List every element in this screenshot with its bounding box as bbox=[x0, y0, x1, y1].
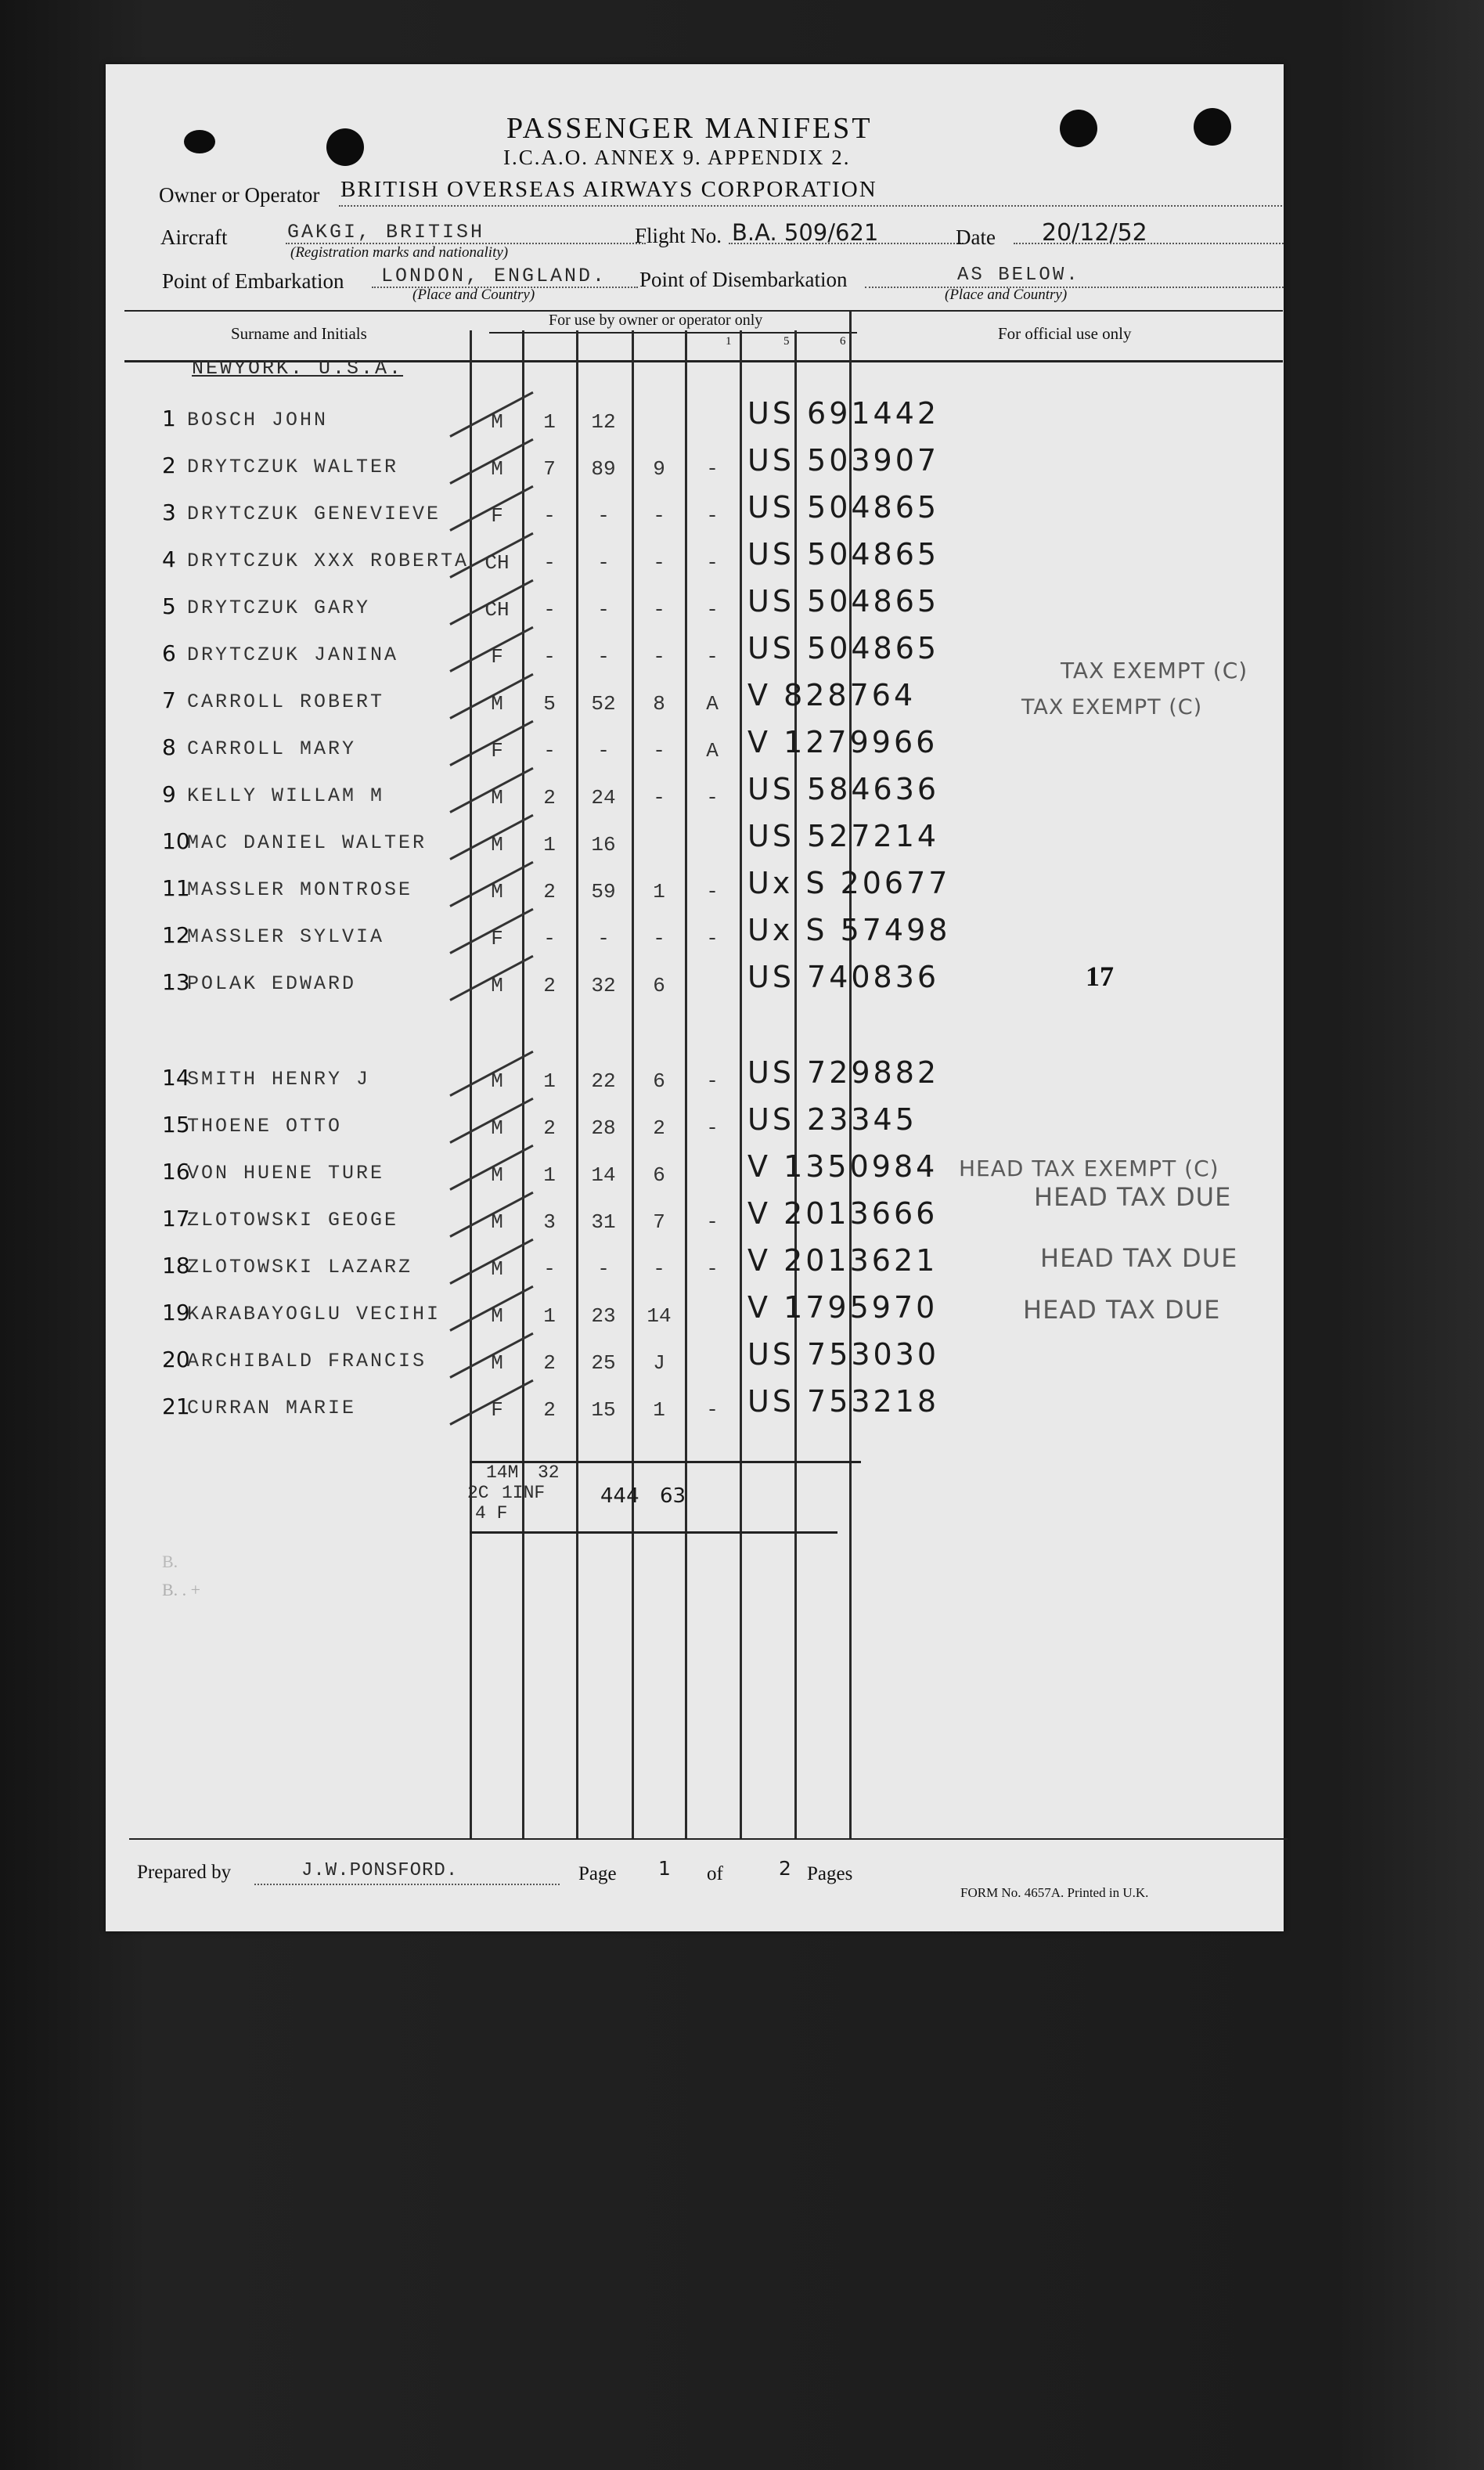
passport-number: V 2013666 bbox=[747, 1196, 938, 1231]
owner-value: BRITISH OVERSEAS AIRWAYS CORPORATION bbox=[340, 177, 877, 202]
row-number: 2 bbox=[162, 453, 176, 478]
table-row bbox=[106, 772, 1284, 816]
passenger-name: KARABAYOGLU VECIHI bbox=[187, 1303, 441, 1325]
cell-c2: 59 bbox=[591, 880, 616, 903]
cell-c1: 2 bbox=[543, 786, 556, 810]
embark-underline bbox=[372, 287, 638, 288]
passport-number: V 1795970 bbox=[747, 1290, 938, 1325]
cell-c1: 1 bbox=[543, 1163, 556, 1187]
cell-c3: 8 bbox=[653, 692, 665, 716]
cell-c3: - bbox=[653, 927, 665, 950]
table-row bbox=[106, 819, 1284, 863]
total-col3: 63 bbox=[660, 1484, 686, 1508]
row-number: 14 bbox=[162, 1065, 190, 1091]
aircraft-note: (Registration marks and nationality) bbox=[290, 244, 509, 261]
passenger-name: VON HUENE TURE bbox=[187, 1162, 385, 1185]
table-row bbox=[106, 1337, 1284, 1381]
cell-c1: 3 bbox=[543, 1210, 556, 1234]
cell-c1: 1 bbox=[543, 833, 556, 856]
table-row bbox=[106, 1102, 1284, 1146]
row-number: 15 bbox=[162, 1112, 190, 1138]
cell-c2: - bbox=[597, 645, 610, 669]
head-tax-due-stamp: HEAD TAX DUE bbox=[1034, 1182, 1232, 1212]
embark-label: Point of Embarkation bbox=[162, 269, 344, 293]
cell-c1: 5 bbox=[543, 692, 556, 716]
page-total: 2 bbox=[779, 1857, 791, 1880]
cell-c3: - bbox=[653, 1257, 665, 1281]
cell-c3: 1 bbox=[653, 1398, 665, 1422]
faint-mark: B. bbox=[162, 1552, 178, 1571]
cell-c4: - bbox=[706, 786, 719, 810]
cell-c2: 24 bbox=[591, 786, 616, 810]
cell-sex: M bbox=[491, 1257, 503, 1281]
flight-value: B.A. 509/621 bbox=[732, 219, 879, 246]
cell-c4: - bbox=[706, 645, 719, 669]
row-number: 17 bbox=[162, 1206, 190, 1231]
cell-c1: 1 bbox=[543, 410, 556, 434]
faint-mark: B. . + bbox=[162, 1580, 201, 1599]
cell-sex: F bbox=[491, 504, 503, 528]
passenger-name: ZLOTOWSKI GEOGE bbox=[187, 1209, 399, 1231]
passport-number: V 2013621 bbox=[747, 1243, 938, 1278]
row-number: 13 bbox=[162, 969, 190, 995]
row-number: 5 bbox=[162, 593, 176, 619]
cell-c2: 25 bbox=[591, 1351, 616, 1375]
passenger-name: MASSLER SYLVIA bbox=[187, 925, 385, 948]
cell-c1: 2 bbox=[543, 880, 556, 903]
cell-c3: 9 bbox=[653, 457, 665, 481]
passenger-name: POLAK EDWARD bbox=[187, 972, 357, 995]
cell-sex: M bbox=[491, 974, 503, 997]
cell-c1: 1 bbox=[543, 1069, 556, 1093]
cell-c4: - bbox=[706, 598, 719, 622]
disembark-value: AS BELOW. bbox=[957, 265, 1080, 286]
table-row bbox=[106, 396, 1284, 440]
passenger-name: DRYTCZUK WALTER bbox=[187, 456, 399, 478]
cell-sex: M bbox=[491, 786, 503, 810]
cell-c3: - bbox=[653, 739, 665, 763]
passenger-name: THOENE OTTO bbox=[187, 1115, 343, 1138]
pages-label: Pages bbox=[807, 1863, 853, 1884]
col-mark-6: 6 bbox=[840, 335, 846, 348]
row-number: 18 bbox=[162, 1253, 190, 1278]
cell-c3: J bbox=[653, 1351, 665, 1375]
cell-c1: 1 bbox=[543, 1304, 556, 1328]
totals-bottom-rule bbox=[470, 1531, 837, 1534]
head-tax-due-stamp: HEAD TAX DUE bbox=[1040, 1243, 1238, 1273]
row-number: 9 bbox=[162, 781, 176, 807]
cell-c1: 2 bbox=[543, 974, 556, 997]
disembark-underline bbox=[865, 287, 1284, 288]
date-underline bbox=[1014, 243, 1284, 244]
passenger-name: KELLY WILLAM M bbox=[187, 784, 385, 807]
passport-number: US 584636 bbox=[747, 772, 940, 806]
totals-top-rule bbox=[470, 1461, 861, 1463]
cell-c4: - bbox=[706, 551, 719, 575]
passenger-name: ARCHIBALD FRANCIS bbox=[187, 1350, 427, 1372]
table-row bbox=[106, 1055, 1284, 1099]
cell-c2: 28 bbox=[591, 1116, 616, 1140]
cell-c4: - bbox=[706, 1210, 719, 1234]
cell-c3: - bbox=[653, 504, 665, 528]
passport-number: Ux S 57498 bbox=[747, 913, 951, 947]
cell-c4: - bbox=[706, 1398, 719, 1422]
table-row bbox=[106, 866, 1284, 910]
table-row bbox=[106, 584, 1284, 628]
cell-c3: 6 bbox=[653, 1069, 665, 1093]
cell-c2: - bbox=[597, 504, 610, 528]
passport-number: US 753218 bbox=[747, 1384, 940, 1419]
cell-sex: F bbox=[491, 645, 503, 669]
cell-c1: 2 bbox=[543, 1116, 556, 1140]
page-title: PASSENGER MANIFEST bbox=[506, 112, 873, 145]
cell-c1: - bbox=[543, 598, 556, 622]
table-row bbox=[106, 725, 1284, 769]
prepared-label: Prepared by bbox=[137, 1862, 232, 1883]
passport-number: US 504865 bbox=[747, 537, 940, 572]
cell-c4: - bbox=[706, 880, 719, 903]
row-number: 12 bbox=[162, 922, 190, 948]
cell-sex: F bbox=[491, 927, 503, 950]
cell-c3: 14 bbox=[647, 1304, 672, 1328]
total-col1: 32 bbox=[538, 1462, 560, 1483]
cell-c2: - bbox=[597, 551, 610, 575]
punch-hole-icon bbox=[1060, 110, 1097, 147]
owner-use-header: For use by owner or operator only bbox=[549, 312, 763, 329]
date-value: 20/12/52 bbox=[1042, 219, 1147, 247]
passport-number: US 753030 bbox=[747, 1337, 940, 1372]
cell-sex: M bbox=[491, 1210, 503, 1234]
head-tax-exempt-stamp: HEAD TAX EXEMPT (C) bbox=[959, 1156, 1219, 1181]
cell-c3: 2 bbox=[653, 1116, 665, 1140]
passport-number: US 740836 bbox=[747, 960, 940, 994]
passenger-name: MAC DANIEL WALTER bbox=[187, 831, 427, 854]
disembark-note: (Place and Country) bbox=[945, 287, 1068, 303]
passport-number: US 504865 bbox=[747, 490, 940, 525]
table-row bbox=[106, 537, 1284, 581]
col-mark-1: 1 bbox=[726, 335, 732, 348]
cell-sex: CH bbox=[484, 598, 510, 622]
cell-sex: M bbox=[491, 1304, 503, 1328]
flight-label: Flight No. bbox=[635, 224, 722, 247]
cell-c2: - bbox=[597, 598, 610, 622]
passenger-name: ZLOTOWSKI LAZARZ bbox=[187, 1256, 413, 1278]
cell-sex: M bbox=[491, 880, 503, 903]
passport-number: US 691442 bbox=[747, 396, 940, 431]
cell-c3: - bbox=[653, 598, 665, 622]
passport-number: US 527214 bbox=[747, 819, 940, 853]
cell-c2: 14 bbox=[591, 1163, 616, 1187]
punch-hole-icon bbox=[326, 128, 364, 166]
passenger-name: DRYTCZUK GENEVIEVE bbox=[187, 503, 441, 525]
passport-number: Ux S 20677 bbox=[747, 866, 951, 900]
cell-c1: - bbox=[543, 1257, 556, 1281]
row-number: 16 bbox=[162, 1159, 190, 1185]
cell-c1: - bbox=[543, 551, 556, 575]
passenger-name: DRYTCZUK XXX ROBERTA bbox=[187, 550, 470, 572]
passport-number: V 1350984 bbox=[747, 1149, 938, 1184]
cell-c3: 6 bbox=[653, 974, 665, 997]
passport-number: V 1279966 bbox=[747, 725, 938, 759]
cell-sex: CH bbox=[484, 551, 510, 575]
disembark-label: Point of Disembarkation bbox=[639, 268, 848, 291]
total-female: 4 F bbox=[475, 1503, 508, 1523]
passport-number: US 729882 bbox=[747, 1055, 940, 1090]
punch-hole-icon bbox=[1194, 108, 1231, 146]
cell-c4: - bbox=[706, 1116, 719, 1140]
cell-sex: M bbox=[491, 1351, 503, 1375]
cell-sex: M bbox=[491, 833, 503, 856]
total-infants: 1INF bbox=[502, 1483, 546, 1503]
cell-c2: 15 bbox=[591, 1398, 616, 1422]
surname-header: Surname and Initials bbox=[231, 324, 367, 343]
cell-c2: 12 bbox=[591, 410, 616, 434]
cell-c3: 7 bbox=[653, 1210, 665, 1234]
table-row bbox=[106, 1384, 1284, 1428]
cell-c1: - bbox=[543, 504, 556, 528]
cell-c4: A bbox=[706, 692, 719, 716]
cell-c2: 23 bbox=[591, 1304, 616, 1328]
head-tax-due-stamp: HEAD TAX DUE bbox=[1023, 1295, 1221, 1325]
cell-c4: - bbox=[706, 927, 719, 950]
footer-rule bbox=[129, 1838, 1288, 1840]
passport-number: US 23345 bbox=[747, 1102, 917, 1137]
cell-sex: F bbox=[491, 739, 503, 763]
passenger-name: CARROLL MARY bbox=[187, 737, 357, 760]
embark-note: (Place and Country) bbox=[412, 287, 535, 303]
cell-c2: - bbox=[597, 1257, 610, 1281]
passenger-name: CARROLL ROBERT bbox=[187, 691, 385, 713]
col-mark-5: 5 bbox=[783, 335, 790, 348]
cell-sex: F bbox=[491, 1398, 503, 1422]
cell-c4: - bbox=[706, 504, 719, 528]
owner-use-rule bbox=[489, 332, 857, 334]
of-label: of bbox=[707, 1863, 723, 1884]
passenger-count-note: 17 bbox=[1086, 961, 1114, 992]
form-number: FORM No. 4657A. Printed in U.K. bbox=[960, 1885, 1149, 1900]
cell-c3: - bbox=[653, 551, 665, 575]
passport-number: US 504865 bbox=[747, 584, 940, 618]
cell-c2: 16 bbox=[591, 833, 616, 856]
total-children: 2C bbox=[467, 1483, 489, 1503]
row-number: 7 bbox=[162, 687, 176, 713]
prepared-underline bbox=[254, 1884, 560, 1885]
cell-c2: 32 bbox=[591, 974, 616, 997]
cell-c2: - bbox=[597, 927, 610, 950]
cell-c1: 7 bbox=[543, 457, 556, 481]
embark-value: LONDON, ENGLAND. bbox=[381, 265, 607, 287]
row-number: 20 bbox=[162, 1347, 190, 1372]
cell-c2: 52 bbox=[591, 692, 616, 716]
cell-c1: - bbox=[543, 645, 556, 669]
table-row bbox=[106, 913, 1284, 957]
cell-c4: - bbox=[706, 1257, 719, 1281]
prepared-value: J.W.PONSFORD. bbox=[301, 1860, 459, 1881]
tax-exempt-stamp: TAX EXEMPT (C) bbox=[1061, 658, 1248, 683]
passenger-name: SMITH HENRY J bbox=[187, 1068, 371, 1091]
row-number: 4 bbox=[162, 546, 176, 572]
owner-underline bbox=[339, 205, 1282, 207]
passport-number: V 828764 bbox=[747, 678, 917, 712]
row-number: 3 bbox=[162, 499, 176, 525]
row-number: 11 bbox=[162, 875, 190, 901]
cell-sex: M bbox=[491, 410, 503, 434]
cell-sex: M bbox=[491, 457, 503, 481]
row-number: 19 bbox=[162, 1300, 190, 1325]
table-row bbox=[106, 490, 1284, 534]
cell-c4: - bbox=[706, 457, 719, 481]
manifest-sheet bbox=[106, 64, 1284, 1931]
page-number: 1 bbox=[658, 1857, 671, 1880]
row-number: 21 bbox=[162, 1394, 190, 1419]
flight-underline bbox=[729, 243, 964, 244]
row-number: 6 bbox=[162, 640, 176, 666]
passenger-name: DRYTCZUK JANINA bbox=[187, 644, 399, 666]
page-label: Page bbox=[578, 1863, 617, 1884]
row-number: 8 bbox=[162, 734, 176, 760]
passenger-name: CURRAN MARIE bbox=[187, 1397, 357, 1419]
cell-c2: 22 bbox=[591, 1069, 616, 1093]
official-header: For official use only bbox=[998, 324, 1132, 343]
cell-c2: 89 bbox=[591, 457, 616, 481]
aircraft-underline bbox=[286, 243, 646, 244]
total-male: 14M bbox=[486, 1462, 519, 1483]
tax-exempt-stamp: TAX EXEMPT (C) bbox=[1021, 695, 1203, 719]
total-col2: 444 bbox=[600, 1484, 639, 1508]
row-number: 10 bbox=[162, 828, 190, 854]
cell-c1: 2 bbox=[543, 1351, 556, 1375]
date-label: Date bbox=[956, 225, 996, 249]
cell-c3: - bbox=[653, 645, 665, 669]
page-subtitle: I.C.A.O. ANNEX 9. APPENDIX 2. bbox=[503, 146, 851, 169]
passenger-name: MASSLER MONTROSE bbox=[187, 878, 413, 901]
table-row bbox=[106, 443, 1284, 487]
passport-number: US 503907 bbox=[747, 443, 940, 478]
cell-c1: - bbox=[543, 739, 556, 763]
cell-c3: - bbox=[653, 786, 665, 810]
owner-label: Owner or Operator bbox=[159, 183, 320, 207]
passenger-name: BOSCH JOHN bbox=[187, 409, 329, 431]
aircraft-value: GAKGI, BRITISH bbox=[287, 221, 485, 243]
cell-sex: M bbox=[491, 1116, 503, 1140]
passport-number: US 504865 bbox=[747, 631, 940, 665]
cell-sex: M bbox=[491, 692, 503, 716]
cell-c4: A bbox=[706, 739, 719, 763]
cell-c4: - bbox=[706, 1069, 719, 1093]
passenger-name: DRYTCZUK GARY bbox=[187, 597, 371, 619]
aircraft-label: Aircraft bbox=[160, 225, 228, 249]
cell-sex: M bbox=[491, 1069, 503, 1093]
punch-hole-icon bbox=[184, 130, 215, 153]
cell-c1: - bbox=[543, 927, 556, 950]
cell-c3: 6 bbox=[653, 1163, 665, 1187]
cell-sex: M bbox=[491, 1163, 503, 1187]
destination-heading: NEWYORK. U.S.A. bbox=[192, 357, 404, 380]
cell-c1: 2 bbox=[543, 1398, 556, 1422]
row-number: 1 bbox=[162, 406, 176, 431]
cell-c2: 31 bbox=[591, 1210, 616, 1234]
cell-c3: 1 bbox=[653, 880, 665, 903]
cell-c2: - bbox=[597, 739, 610, 763]
